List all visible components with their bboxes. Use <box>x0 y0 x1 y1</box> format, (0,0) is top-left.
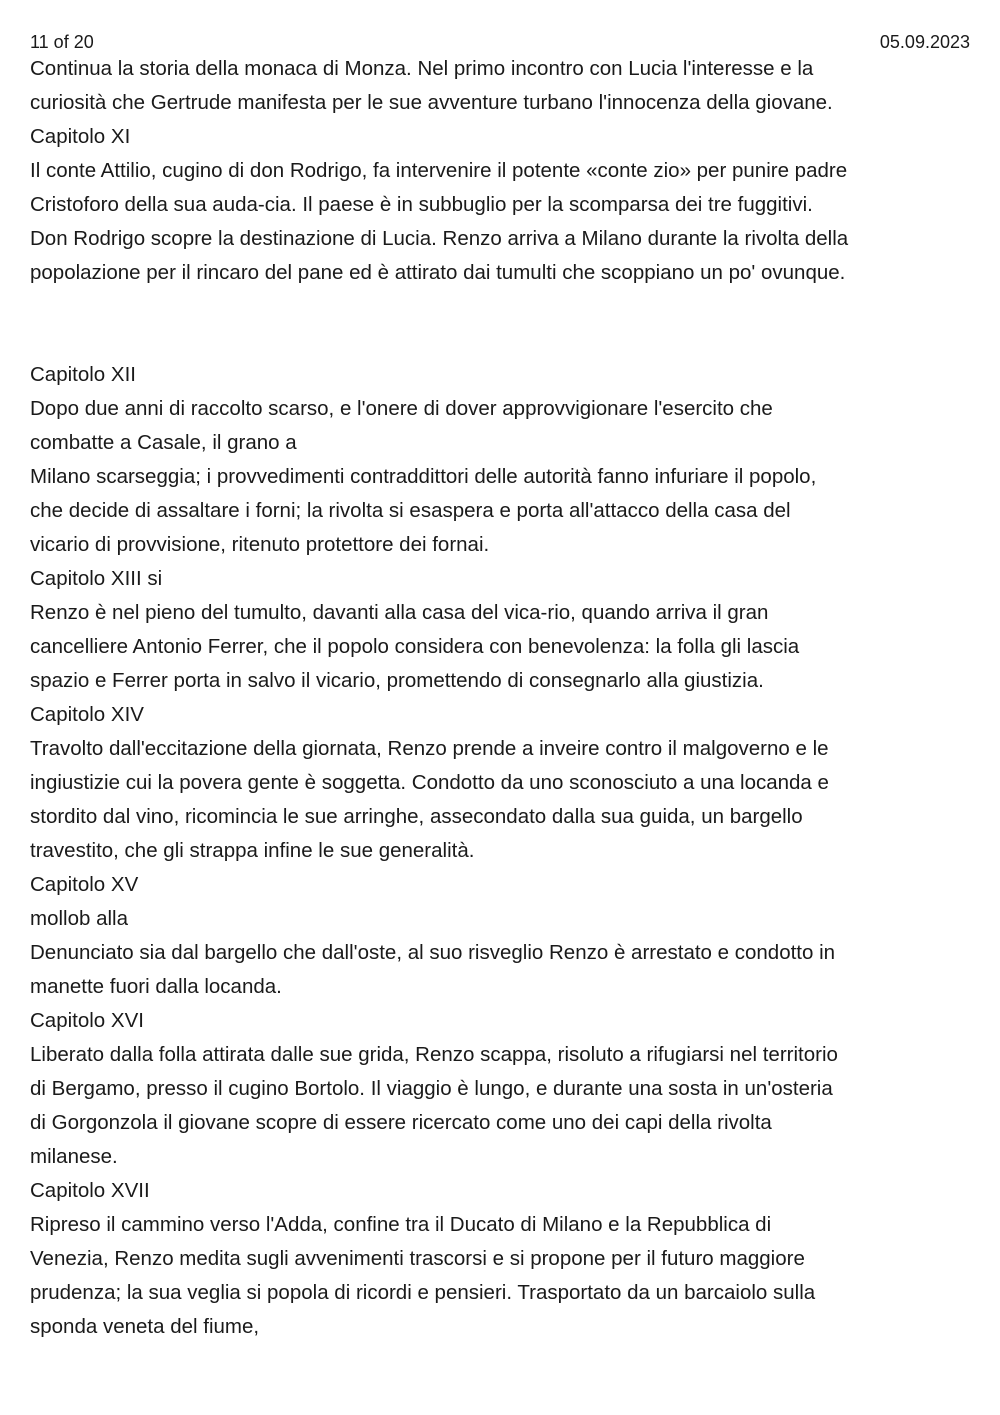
text-line: Don Rodrigo scopre la destinazione di Lucia. Renzo arriva a Milano durante la rivolta della <box>30 227 849 250</box>
text-line: spazio e Ferrer porta in salvo il vicario, promettendo di consegnarlo alla giustizia. <box>30 669 764 692</box>
text-line: curiosità che Gertrude manifesta per le sue avventure turbano l'innocenza della giovane. <box>30 91 833 114</box>
page-number: 11 of 20 <box>30 32 94 52</box>
text-line: sponda veneta del fiume, <box>30 1315 260 1338</box>
text-line: popolazione per il rincaro del pane ed è attirato dai tumulti che scoppiano un po' ovunque. <box>30 261 846 284</box>
text-line: Ripreso il cammino verso l'Adda, confine tra il Ducato di Milano e la Repubblica di <box>30 1213 772 1236</box>
chapter-heading: Capitolo XV <box>30 873 139 896</box>
chapter-heading: Capitolo XI <box>30 125 131 148</box>
text-line: di Bergamo, presso il cugino Bortolo. Il viaggio è lungo, e durante una sosta in un'osteria <box>30 1077 833 1100</box>
text-line: Venezia, Renzo medita sugli avvenimenti trascorsi e si propone per il futuro maggiore <box>30 1247 805 1270</box>
paragraph-gap <box>30 290 975 358</box>
text-line: travestito, che gli strappa infine le sue generalità. <box>30 839 475 862</box>
text-line: Denunciato sia dal bargello che dall'oste, al suo risveglio Renzo è arrestato e condotto in <box>30 941 836 964</box>
chapter-heading: Capitolo XVI <box>30 1009 144 1032</box>
page-header <box>30 31 970 53</box>
page-date: 05.09.2023 <box>879 32 970 52</box>
text-line: vicario di provvisione, ritenuto protettore dei fornai. <box>30 533 490 556</box>
text-line: Cristoforo della sua auda-cia. Il paese è in subbuglio per la scomparsa dei tre fuggitivi. <box>30 193 813 216</box>
text-line: ingiustizie cui la povera gente è soggetta. Condotto da uno sconosciuto a una locanda e <box>30 771 829 794</box>
text-line: Continua la storia della monaca di Monza. Nel primo incontro con Lucia l'interesse e la <box>30 57 814 80</box>
text-line: Travolto dall'eccitazione della giornata, Renzo prende a inveire contro il malgoverno e le <box>30 737 829 760</box>
text-line: milanese. <box>30 1145 118 1168</box>
text-line: cancelliere Antonio Ferrer, che il popolo considera con benevolenza: la folla gli lascia <box>30 635 800 658</box>
document-body <box>30 52 975 1344</box>
chapter-heading: Capitolo XVII <box>30 1179 150 1202</box>
text-line: combatte a Casale, il grano a <box>30 431 297 454</box>
chapter-heading: Capitolo XIII si <box>30 567 163 590</box>
text-line: Dopo due anni di raccolto scarso, e l'onere di dover approvvigionare l'esercito che <box>30 397 773 420</box>
text-line: mollob alla <box>30 907 128 930</box>
chapter-heading: Capitolo XIV <box>30 703 144 726</box>
text-line: stordito dal vino, ricomincia le sue arringhe, assecondato dalla sua guida, un bargello <box>30 805 803 828</box>
text-line: Liberato dalla folla attirata dalle sue grida, Renzo scappa, risoluto a rifugiarsi nel territorio <box>30 1043 838 1066</box>
text-line: Renzo è nel pieno del tumulto, davanti alla casa del vica-rio, quando arriva il gran <box>30 601 769 624</box>
chapter-heading: Capitolo XII <box>30 363 136 386</box>
text-line: prudenza; la sua veglia si popola di ricordi e pensieri. Trasportato da un barcaiolo sulla <box>30 1281 816 1304</box>
text-line: che decide di assaltare i forni; la rivolta si esaspera e porta all'attacco della casa del <box>30 499 791 522</box>
text-line: Il conte Attilio, cugino di don Rodrigo, fa intervenire il potente «conte zio» per punire padre <box>30 159 848 182</box>
text-line: Milano scarseggia; i provvedimenti contraddittori delle autorità fanno infuriare il popolo, <box>30 465 817 488</box>
text-line: di Gorgonzola il giovane scopre di essere ricercato come uno dei capi della rivolta <box>30 1111 772 1134</box>
text-line: manette fuori dalla locanda. <box>30 975 282 998</box>
